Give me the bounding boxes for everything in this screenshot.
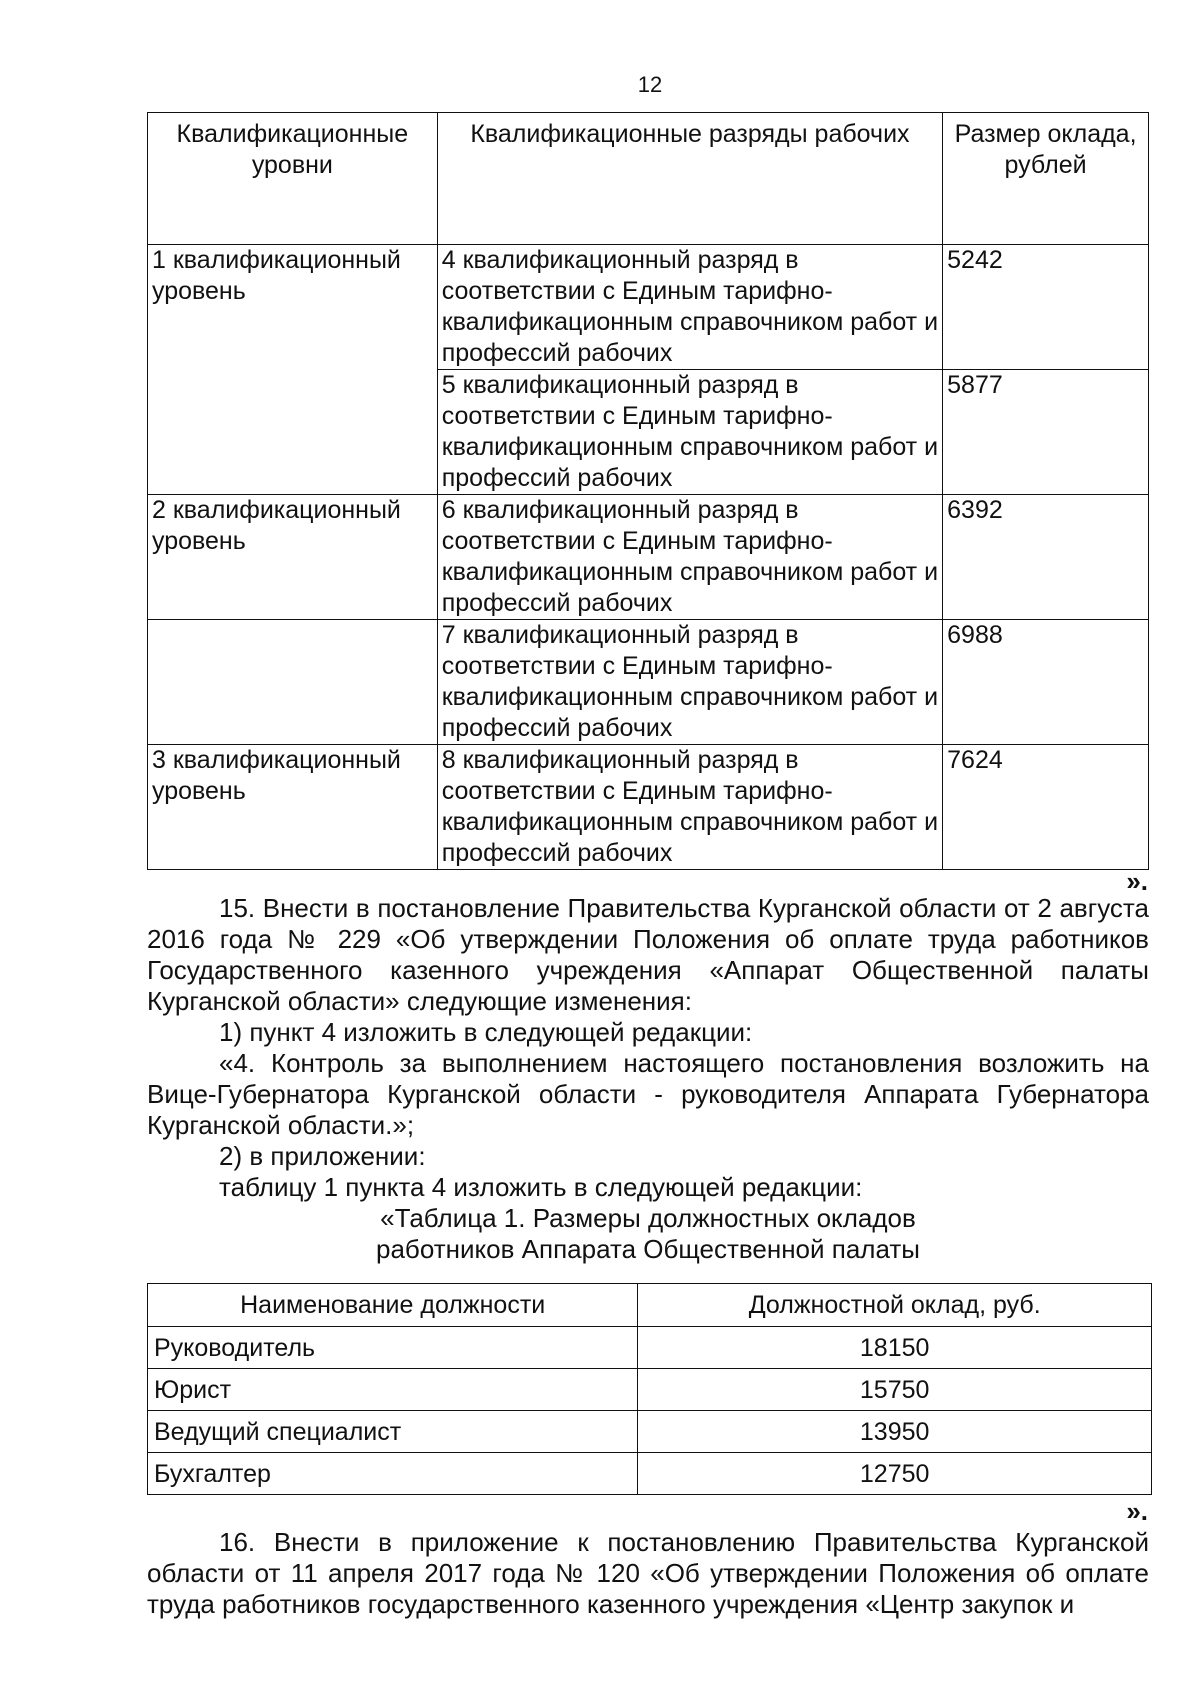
table-row [148, 1327, 1152, 1369]
table-row [148, 495, 1149, 620]
header-cell-position: Наименование должности [148, 1284, 638, 1327]
salary-cell: 12750 [638, 1453, 1152, 1495]
level-cell [148, 370, 438, 495]
item-15-subitem-2: 2) в приложении: [219, 1141, 426, 1171]
grade-cell: 4 квалификационный разряд в соответствии с Единым тарифно-квалификационным справочником работ и профессий рабочих [437, 245, 942, 370]
table-row [148, 1369, 1152, 1411]
table-row [148, 620, 1149, 745]
level-cell: 2 квалификационный уровень [148, 495, 438, 620]
qualification-salary-table [147, 112, 1149, 870]
salary-cell: 5877 [943, 370, 1149, 495]
salary-cell: 6988 [943, 620, 1149, 745]
position-salary-table [147, 1283, 1152, 1495]
table-row [148, 370, 1149, 495]
salary-cell: 6392 [943, 495, 1149, 620]
position-cell: Бухгалтер [148, 1453, 638, 1495]
table2-closing-quote: ». [1126, 1496, 1148, 1526]
position-cell: Юрист [148, 1369, 638, 1411]
item-15-subitem-1: 1) пункт 4 изложить в следующей редакции: [219, 1017, 753, 1047]
header-cell-levels: Квалификационные уровни [148, 113, 438, 245]
grade-cell: 8 квалификационный разряд в соответствии с Единым тарифно-квалификационным справочником работ и профессий рабочих [437, 745, 942, 870]
header-cell-salary: Должностной оклад, руб. [638, 1284, 1152, 1327]
level-cell [148, 620, 438, 745]
item-15-paragraph: 15. Внести в постановление Правительства Курганской области от 2 августа 2016 года № 229 «Об утверждении Положения об оплате труда работников Государственного казенного учреждения «Аппарат Общественной палаты Курганской области» следующие изменения: [147, 893, 1149, 1016]
table2-title-line-2: работников Аппарата Общественной палаты [376, 1234, 920, 1264]
grade-cell: 5 квалификационный разряд в соответствии с Единым тарифно-квалификационным справочником работ и профессий рабочих [437, 370, 942, 495]
table-header-row [148, 1284, 1152, 1327]
salary-cell: 13950 [638, 1411, 1152, 1453]
position-cell: Руководитель [148, 1327, 638, 1369]
table-row [148, 245, 1149, 370]
salary-cell: 15750 [638, 1369, 1152, 1411]
table1-closing-quote: ». [1126, 866, 1148, 896]
table-row [148, 1453, 1152, 1495]
item-15-subitem-3: таблицу 1 пункта 4 изложить в следующей редакции: [219, 1172, 863, 1202]
item-15-quote: «4. Контроль за выполнением настоящего постановления возложить на Вице-Губернатора Курганской области - руководителя Аппарата Губернатора Курганской области.»; [147, 1048, 1149, 1140]
table2-title-line-1: «Таблица 1. Размеры должностных окладов [380, 1203, 916, 1233]
table-row [148, 1411, 1152, 1453]
item-16-paragraph: 16. Внести в приложение к постановлению Правительства Курганской области от 11 апреля 2017 года № 120 «Об утверждении Положения об оплате труда работников государственного казенного учреждения «Центр закупок и [147, 1527, 1149, 1619]
table-header-row [148, 113, 1149, 245]
position-cell: Ведущий специалист [148, 1411, 638, 1453]
salary-cell: 18150 [638, 1327, 1152, 1369]
level-cell: 3 квалификационный уровень [148, 745, 438, 870]
salary-cell: 7624 [943, 745, 1149, 870]
level-cell: 1 квалификационный уровень [148, 245, 438, 370]
header-cell-grades: Квалификационные разряды рабочих [437, 113, 942, 245]
table-row [148, 745, 1149, 870]
salary-cell: 5242 [943, 245, 1149, 370]
grade-cell: 6 квалификационный разряд в соответствии с Единым тарифно-квалификационным справочником работ и профессий рабочих [437, 495, 942, 620]
grade-cell: 7 квалификационный разряд в соответствии с Единым тарифно-квалификационным справочником работ и профессий рабочих [437, 620, 942, 745]
header-cell-salary: Размер оклада, рублей [943, 113, 1149, 245]
page-number: 12 [637, 72, 663, 97]
